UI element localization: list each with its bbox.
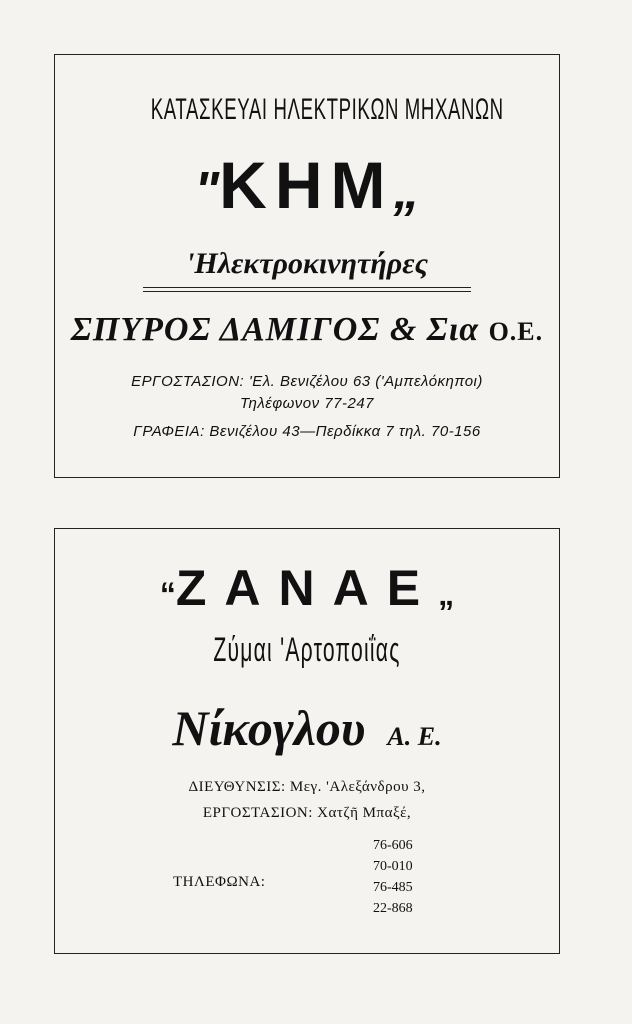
ad2-brand-close-quote: „ bbox=[438, 576, 455, 612]
ad2-address-line: ΔΙΕΥΘΥΝΣΙΣ: Μεγ. 'Αλεξάνδρου 3, bbox=[188, 779, 426, 795]
ad1-company bbox=[55, 311, 559, 349]
ad2-company-suffix: Α. Ε. bbox=[387, 722, 442, 751]
ad1-phone-line: Τηλέφωνον 77-247 bbox=[239, 395, 375, 412]
ad2-company-name: Νίκογλου bbox=[172, 700, 366, 756]
advertisement-zanae bbox=[54, 528, 560, 954]
ad2-phones-list bbox=[373, 835, 413, 919]
ad2-phones-label: ΤΗΛΕΦΩΝΑ: bbox=[173, 874, 266, 890]
ad1-brand bbox=[55, 147, 559, 223]
ad2-brand-name: ΖΑΝΑΕ bbox=[175, 560, 439, 616]
ad1-brand-open-quote: " bbox=[194, 162, 220, 220]
ad1-brand-name: ΚΗΜ bbox=[219, 148, 394, 222]
ad1-heading: ΚΑΤΑΣΚΕΥΑΙ ΗΛΕΚΤΡΙΚΩΝ ΜΗΧΑΝΩΝ bbox=[150, 93, 504, 126]
ad2-phone-number: 70-010 bbox=[373, 859, 413, 874]
ad1-company-suffix: Ο.Ε. bbox=[488, 317, 544, 346]
ad2-brand-open-quote: “ bbox=[159, 576, 176, 612]
ad1-divider-thin bbox=[143, 291, 471, 292]
ad2-brand bbox=[55, 559, 559, 617]
ad1-brand-close-quote: „ bbox=[393, 162, 420, 220]
ad1-subtitle: 'Ηλεκτροκινητήρες bbox=[186, 247, 428, 280]
ad1-factory-line: ΕΡΓΟΣΤΑΣΙΟΝ: 'Ελ. Βενιζέλου 63 ('Αμπελόκηποι) bbox=[131, 373, 483, 390]
ad2-factory-line: ΕΡΓΟΣΤΑΣΙΟΝ: Χατζῆ Μπαξέ, bbox=[202, 805, 412, 821]
advertisement-khm bbox=[54, 54, 560, 478]
ad1-company-name: ΣΠΥΡΟΣ ΔΑΜΙΓΟΣ & Σια bbox=[70, 311, 480, 348]
ad2-phone-number: 76-606 bbox=[373, 838, 413, 853]
ad2-subtitle: Ζύμαι 'Αρτοποιΐας bbox=[213, 631, 401, 669]
ad2-phone-number: 22-868 bbox=[373, 901, 413, 916]
ad2-company bbox=[55, 699, 559, 757]
ad2-phone-number: 76-485 bbox=[373, 880, 413, 895]
ad1-offices-line: ΓΡΑΦΕΙΑ: Βενιζέλου 43—Περδίκκα 7 τηλ. 70-156 bbox=[133, 423, 481, 440]
ad1-divider bbox=[143, 287, 471, 288]
